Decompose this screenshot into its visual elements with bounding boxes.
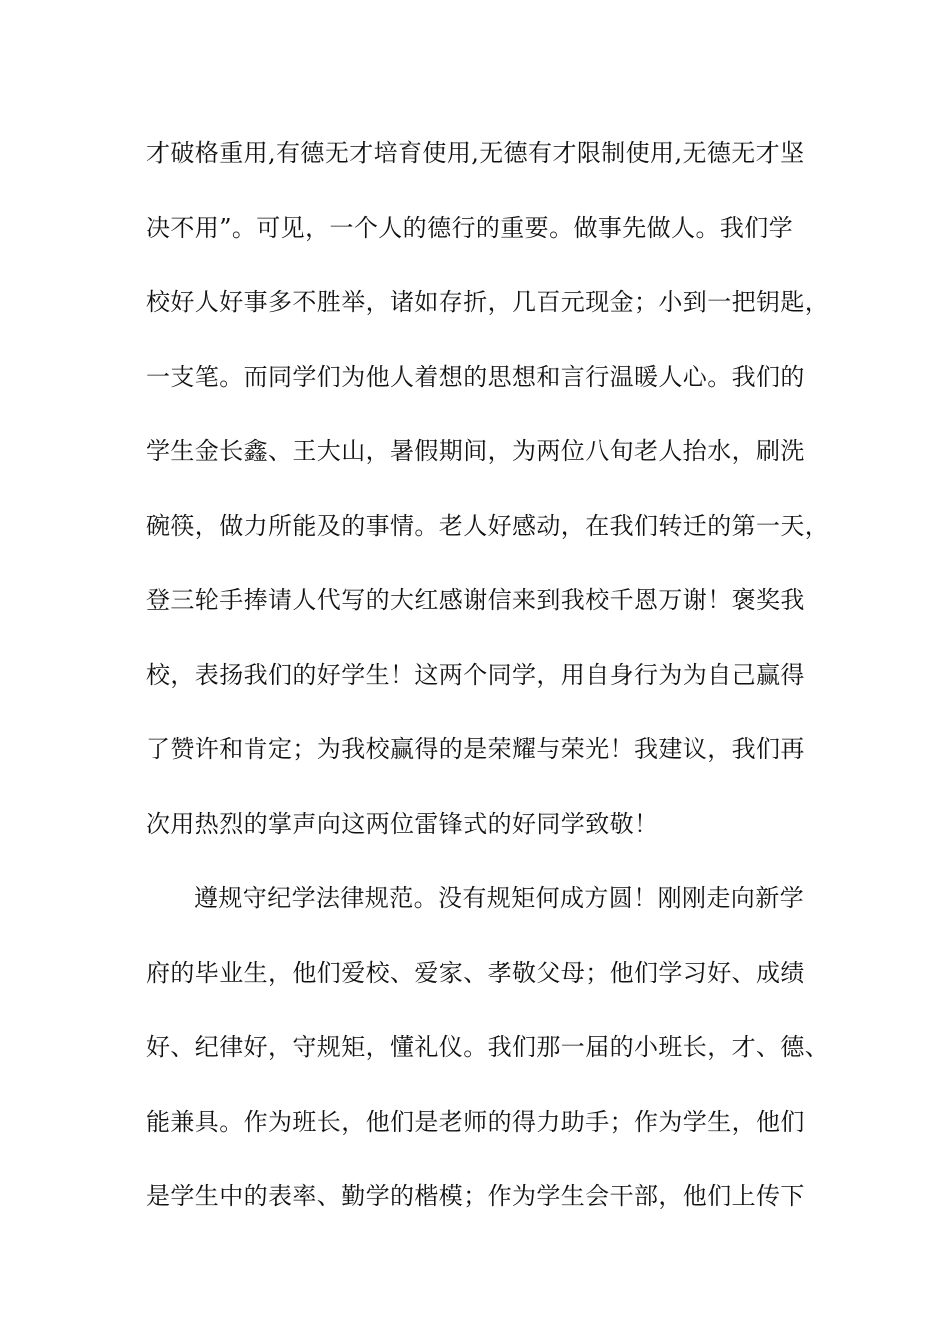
text-line: 碗筷，做力所能及的事情。老人好感动，在我们转迁的第一天， xyxy=(146,511,830,540)
text-line: 校好人好事多不胜举，诸如存折，几百元现金；小到一把钥匙， xyxy=(146,288,830,316)
text-line: 登三轮手捧请人代写的大红感谢信来到我校千恩万谢！褒奖我 xyxy=(146,586,805,614)
paragraph-start-line: 遵规守纪学法律规范。没有规矩何成方圆！刚刚走向新学 xyxy=(194,884,804,912)
text-line: 次用热烈的掌声向这两位雷锋式的好同学致敬！ xyxy=(146,809,659,838)
body-text xyxy=(146,131,836,1249)
text-line: 是学生中的表率、勤学的楷模；作为学生会干部，他们上传下 xyxy=(146,1182,805,1210)
text-line: 学生金长鑫、王大山，暑假期间，为两位八旬老人抬水，刷洗 xyxy=(146,437,805,465)
text-line: 能兼具。作为班长，他们是老师的得力助手；作为学生，他们 xyxy=(146,1107,805,1136)
text-line: 了赞许和肯定；为我校赢得的是荣耀与荣光！我建议，我们再 xyxy=(146,735,805,763)
text-line: 好、纪律好，守规矩，懂礼仪。我们那一届的小班长，才、德、 xyxy=(146,1033,830,1061)
text-line: 决不用”。可见，一个人的德行的重要。做事先做人。我们学 xyxy=(146,213,794,242)
text-line: 府的毕业生，他们爱校、爱家、孝敬父母；他们学习好、成绩 xyxy=(146,958,805,987)
text-line: 才破格重用,有德无才培育使用,无德有才限制使用,无德无才坚 xyxy=(146,139,805,167)
text-line: 校，表扬我们的好学生！这两个同学，用自身行为为自己赢得 xyxy=(146,660,805,689)
text-line: 一支笔。而同学们为他人着想的思想和言行温暖人心。我们的 xyxy=(146,362,805,391)
